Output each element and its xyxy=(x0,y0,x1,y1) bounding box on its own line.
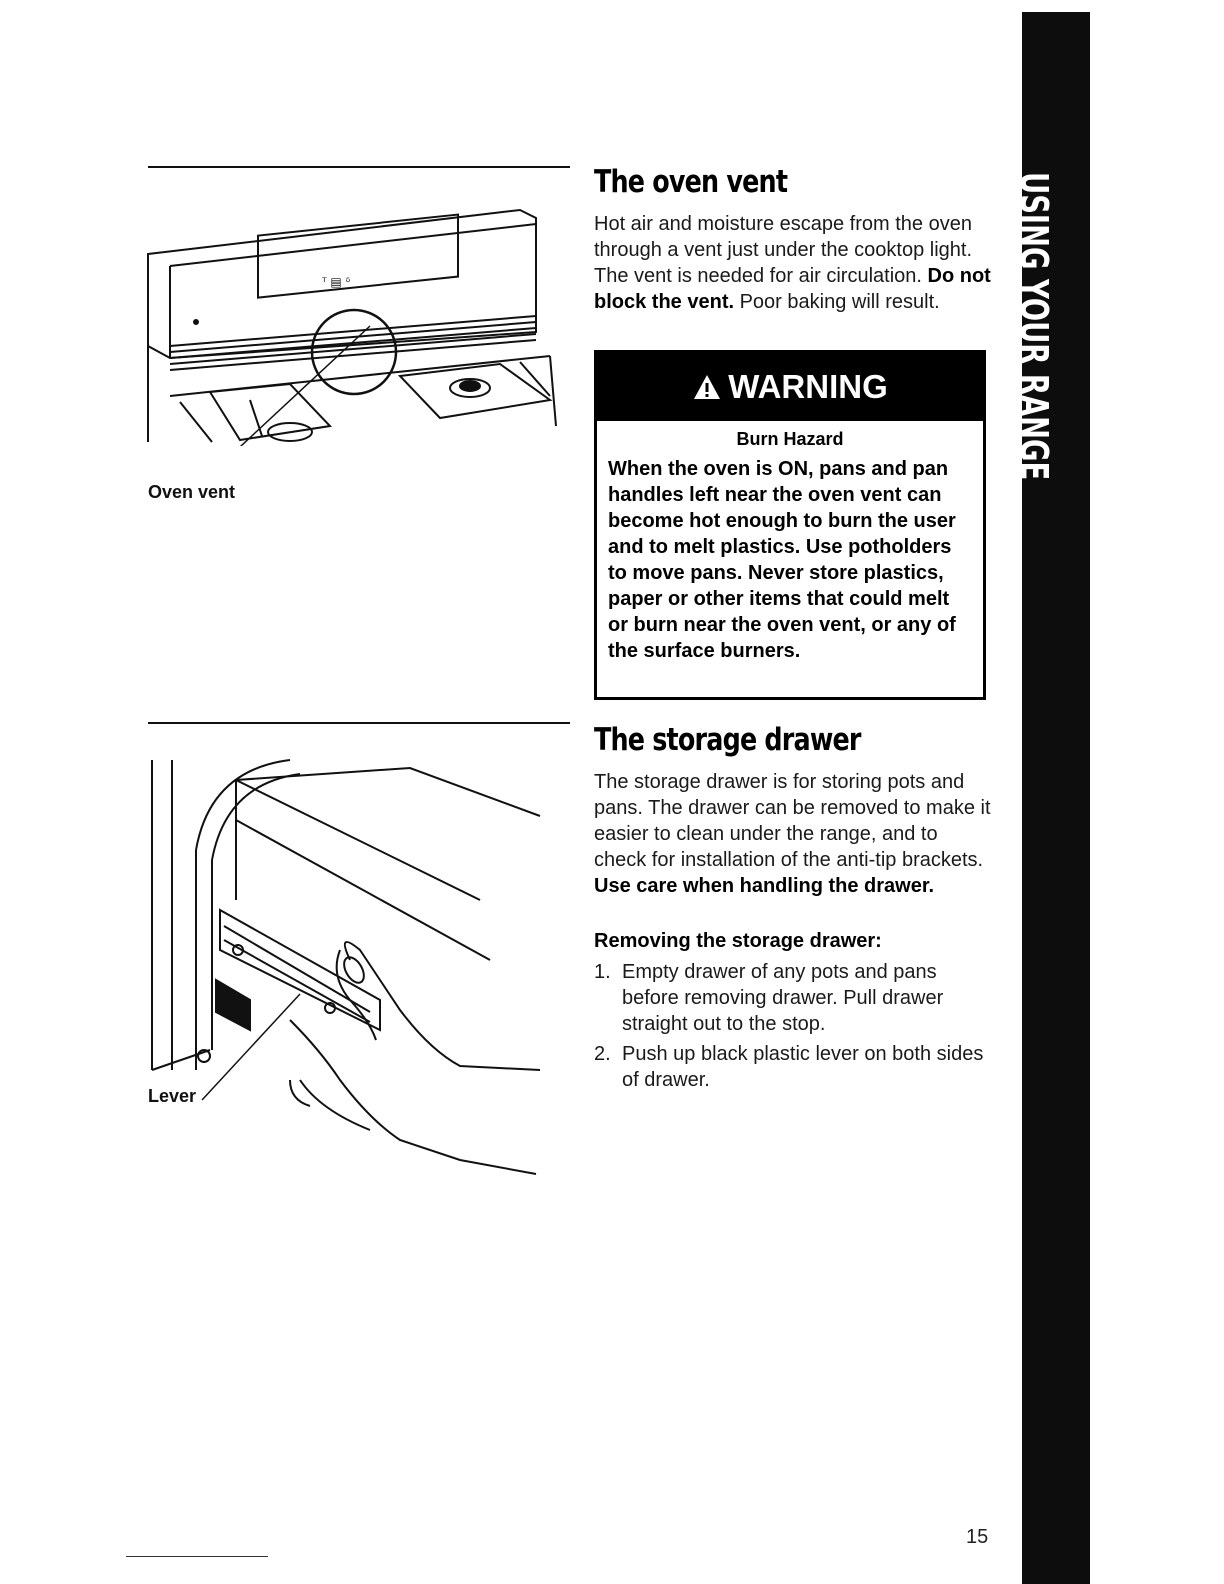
oven-vent-caption: Oven vent xyxy=(148,482,236,502)
section-rule-top xyxy=(148,166,570,168)
storage-drawer-body-plain: The storage drawer is for storing pots and pans. The drawer can be removed to make it easier to clean under the range, and to check for installation of the anti-tip brackets. xyxy=(594,771,991,871)
list-item xyxy=(594,1041,994,1093)
step-number: 1. xyxy=(594,961,611,983)
storage-drawer-heading: The storage drawer xyxy=(594,722,861,758)
oven-vent-body-plain: Hot air and moisture escape from the oven through a vent just under the cooktop light. The vent is needed for air circulation. xyxy=(594,213,973,287)
storage-drawer-illustration xyxy=(140,750,560,1180)
lever-caption: Lever xyxy=(148,1086,197,1106)
page-number: 15 xyxy=(966,1526,989,1548)
removal-steps xyxy=(594,959,994,1097)
hazard-text: When the oven is ON, pans and pan handles left near the oven vent can become hot enough to burn the user and to melt plastics. Use potholders to move pans. Never store plastics, paper or other items that could melt or burn near the oven vent, or any of the surface burners. xyxy=(608,458,956,662)
removing-drawer-subheading: Removing the storage drawer: xyxy=(594,930,882,952)
storage-drawer-body xyxy=(594,769,992,899)
warning-triangle-icon xyxy=(692,373,722,401)
warning-label: WARNING xyxy=(728,368,888,405)
section-side-tab xyxy=(1012,12,1090,1584)
warning-banner xyxy=(597,353,983,421)
oven-vent-body xyxy=(594,211,994,315)
oven-vent-heading: The oven vent xyxy=(594,164,788,200)
warning-box xyxy=(594,350,986,700)
side-tab-label: USING YOUR RANGE xyxy=(1012,172,1056,481)
step-number: 2. xyxy=(594,1043,611,1065)
section-rule-middle xyxy=(148,722,570,724)
step-text: Empty drawer of any pots and pans before removing drawer. Pull drawer straight out to the stop. xyxy=(622,961,944,1035)
footnote-rule xyxy=(126,1556,268,1557)
oven-vent-body-after: Poor baking will result. xyxy=(739,291,940,313)
step-text: Push up black plastic lever on both sides of drawer. xyxy=(622,1043,984,1091)
storage-drawer-body-bold: Use care when handling the drawer. xyxy=(594,875,935,897)
oven-vent-illustration xyxy=(140,196,560,446)
svg-text:ᵀ ▤ ᵟ: ᵀ ▤ ᵟ xyxy=(322,275,351,289)
oven-vent-body-bold: Do not block the vent. xyxy=(594,265,991,313)
hazard-title: Burn Hazard xyxy=(736,429,844,449)
list-item xyxy=(594,959,994,1037)
